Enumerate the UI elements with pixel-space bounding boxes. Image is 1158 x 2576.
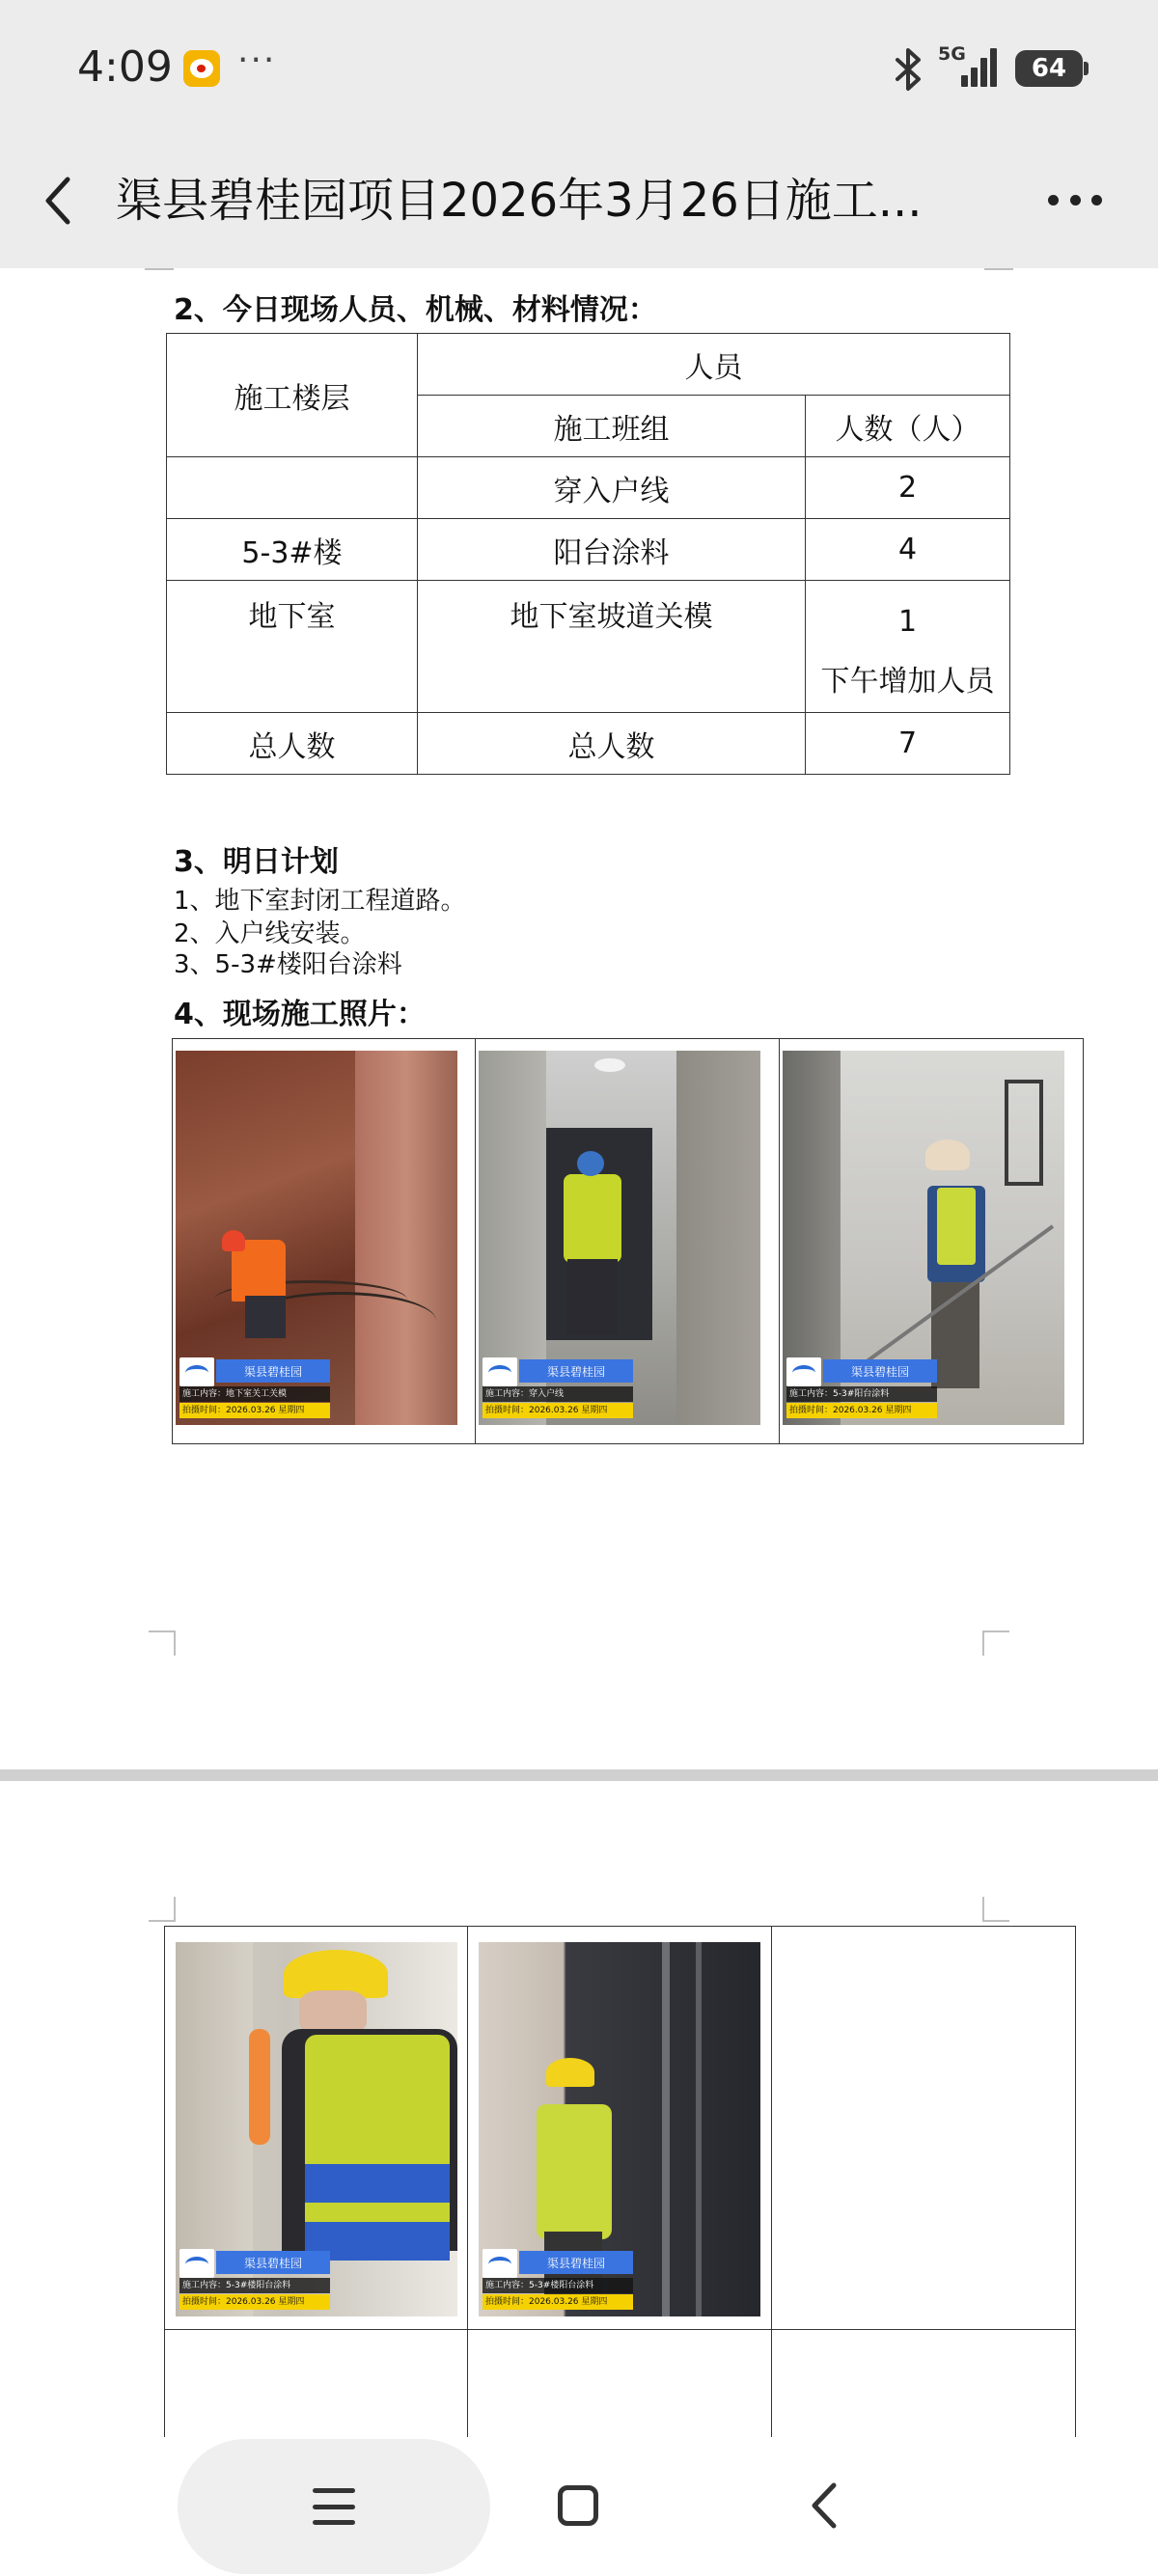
photo-watermark — [179, 1357, 332, 1421]
cell-floor — [167, 457, 418, 519]
plan-item: 2、入户线安装。 — [174, 919, 366, 948]
section3-heading: 3、明日计划 — [174, 845, 339, 879]
site-photo-painting-1[interactable] — [176, 1942, 457, 2316]
back-arrow-icon[interactable] — [39, 172, 77, 230]
site-photo-balcony[interactable] — [783, 1051, 1064, 1425]
photo-grid — [172, 1038, 1084, 1444]
cell-count-with-note — [806, 581, 1010, 713]
site-photo-basement[interactable] — [176, 1051, 457, 1425]
photo-cell — [165, 1927, 468, 2330]
site-photo-wiring[interactable] — [479, 1051, 760, 1425]
crop-mark — [984, 245, 1013, 270]
signal-icon — [961, 46, 1000, 87]
section2-heading: 2、今日现场人员、机械、材料情况： — [174, 293, 657, 327]
staff-table — [166, 333, 1010, 775]
photo-watermark — [482, 2249, 635, 2313]
total-floor: 总人数 — [167, 713, 418, 775]
table-row-total — [167, 713, 1010, 775]
company-logo — [482, 1357, 517, 1386]
watermark-content: 施工内容：穿入户线 — [482, 1386, 633, 1402]
photo-cell-empty — [165, 2330, 468, 2438]
document-title: 渠县碧桂园项目2026年3月26日施工... — [116, 174, 923, 228]
watermark-date: 拍摄时间：2026.03.26 星期四 — [179, 2294, 330, 2310]
status-time: 4:09 — [77, 42, 173, 92]
watermark-date: 拍摄时间：2026.03.26 星期四 — [482, 2294, 633, 2310]
watermark-content: 施工内容：5-3#楼阳台涂料 — [482, 2278, 633, 2293]
company-logo — [179, 2249, 214, 2278]
recents-button[interactable] — [178, 2439, 490, 2574]
header-team: 施工班组 — [418, 396, 806, 457]
crop-mark — [982, 1897, 1009, 1922]
crop-mark — [149, 1631, 176, 1656]
crop-mark — [982, 1631, 1009, 1656]
watermark-content: 施工内容：5-3#阳台涂料 — [786, 1386, 937, 1402]
plan-item: 3、5-3#楼阳台涂料 — [174, 950, 402, 979]
cell-note: 下午增加人员 — [820, 665, 995, 699]
watermark-date: 拍摄时间：2026.03.26 星期四 — [786, 1403, 937, 1418]
watermark-date: 拍摄时间：2026.03.26 星期四 — [179, 1403, 330, 1418]
total-count: 7 — [806, 713, 1010, 775]
photo-cell — [476, 1039, 780, 1444]
header-floor: 施工楼层 — [167, 334, 418, 457]
notification-more-icon: ··· — [237, 41, 277, 80]
page-separator — [0, 1769, 1158, 1781]
header-personnel: 人员 — [418, 334, 1010, 396]
crop-mark — [149, 1897, 176, 1922]
photo-cell-empty — [772, 2330, 1076, 2438]
recents-icon — [313, 2488, 355, 2525]
watermark-project: 渠县碧桂园 — [519, 2251, 633, 2274]
plan-item: 1、地下室封闭工程道路。 — [174, 887, 466, 916]
total-team: 总人数 — [418, 713, 806, 775]
table-row — [167, 519, 1010, 581]
cell-team: 地下室坡道关模 — [418, 581, 806, 713]
weibo-icon — [183, 50, 220, 87]
cell-count: 2 — [806, 457, 1010, 519]
watermark-project: 渠县碧桂园 — [823, 1359, 937, 1383]
photo-watermark — [786, 1357, 939, 1421]
section4-heading: 4、现场施工照片： — [174, 998, 426, 1031]
photo-cell — [780, 1039, 1084, 1444]
table-row — [167, 457, 1010, 519]
table-row — [167, 581, 1010, 713]
watermark-project: 渠县碧桂园 — [216, 2251, 330, 2274]
cell-count: 4 — [806, 519, 1010, 581]
home-icon[interactable] — [558, 2485, 598, 2526]
crop-mark — [145, 245, 174, 270]
watermark-date: 拍摄时间：2026.03.26 星期四 — [482, 1403, 633, 1418]
header-count: 人数（人） — [806, 396, 1010, 457]
photo-cell-empty — [772, 1927, 1076, 2330]
photo-watermark — [179, 2249, 332, 2313]
more-icon[interactable] — [1048, 195, 1102, 208]
photo-cell-empty — [468, 2330, 772, 2438]
network-type: 5G — [938, 43, 966, 65]
site-photo-painting-2[interactable] — [479, 1942, 760, 2316]
cell-count: 1 — [897, 605, 918, 639]
photo-cell — [468, 1927, 772, 2330]
cell-team: 阳台涂料 — [418, 519, 806, 581]
battery-indicator: 64 — [1015, 50, 1083, 87]
watermark-project: 渠县碧桂园 — [216, 1359, 330, 1383]
watermark-content: 施工内容：5-3#楼阳台涂料 — [179, 2278, 330, 2293]
photo-cell — [173, 1039, 476, 1444]
cell-floor: 5-3#楼 — [167, 519, 418, 581]
company-logo — [179, 1357, 214, 1386]
cell-team: 穿入户线 — [418, 457, 806, 519]
watermark-content: 施工内容：地下室关工关模 — [179, 1386, 330, 1402]
company-logo — [786, 1357, 821, 1386]
company-logo — [482, 2249, 517, 2278]
photo-watermark — [482, 1357, 635, 1421]
cell-floor: 地下室 — [167, 581, 418, 713]
photo-grid-page2 — [164, 1926, 1076, 2438]
nav-back-icon[interactable] — [807, 2480, 841, 2532]
bluetooth-icon — [890, 46, 928, 93]
watermark-project: 渠县碧桂园 — [519, 1359, 633, 1383]
